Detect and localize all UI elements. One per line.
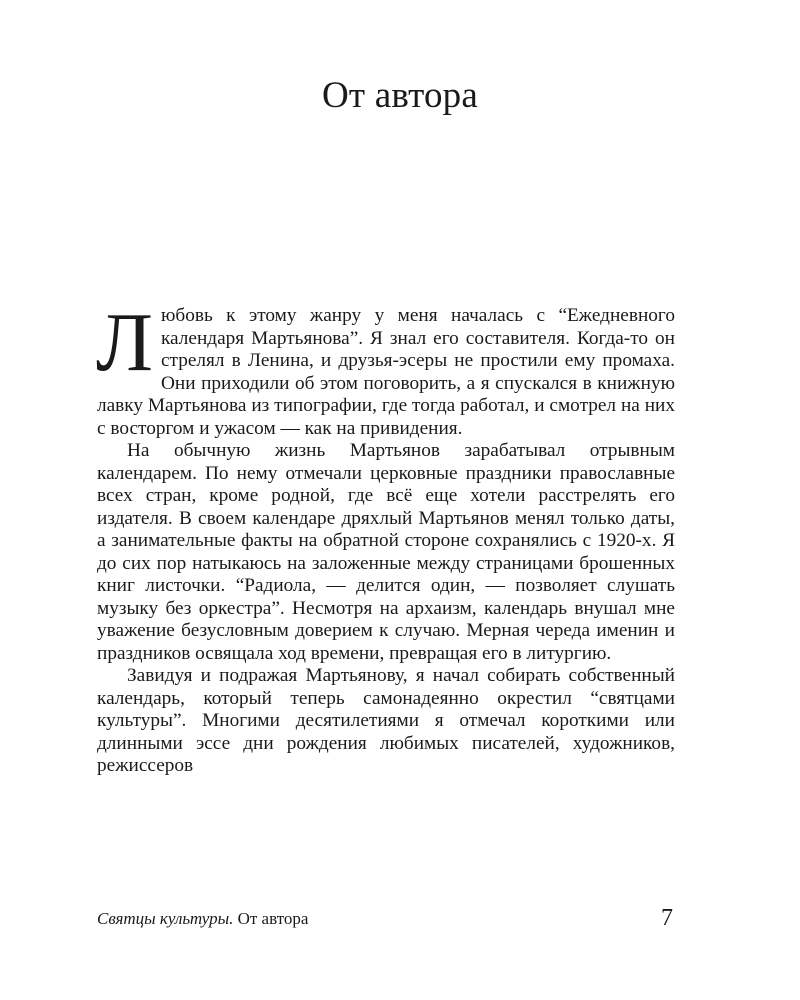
page-footer <box>97 905 675 935</box>
paragraph-2: На обычную жизнь Мартьянов зарабатывал отрывным календарем. По нему отмечали церковные праздники православные всех стран, кроме родной, где всё еще хотели расстрелять его издателя. В своем календаре дряхлый Мартьянов менял только даты, а занимательные факты на обратной стороне сохранялись с 1920-х. Я до сих пор натыкаюсь на заложенные между страницами брошенных книг листочки. “Радиола, — делится один, — позволяет слушать музыку без оркестра”. Несмотря на архаизм, календарь внушал мне уважение безусловным доверием к случаю. Мерная череда именин и праздников освящала ход времени, превращая его в литургию. <box>97 440 675 664</box>
page-number: 7 <box>661 905 673 931</box>
running-head-section: От автора <box>233 909 309 928</box>
running-head-book-title: Святцы культуры. <box>97 909 234 928</box>
paragraph-3: Завидуя и подражая Мартьянову, я начал собирать собственный календарь, который теперь самонадеянно окрестил “святцами культуры”. Многими десятилетиями я отмечал короткими или длинными эссе дни рождения любимых писателей, художников, режиссеров <box>97 665 675 776</box>
drop-cap: Л <box>96 296 153 389</box>
paragraph-1 <box>96 296 675 440</box>
paragraph-1-text: юбовь к этому жанру у меня началась с “Ежедневного календаря Мартьянова”. Я знал его составителя. Когда-то он стрелял в Ленина, и друзья-эсеры не простили ему промаха. Они приходили об этом поговорить, а я спускался в книжную лавку Мартьянова из типографии, где тогда работал, и смотрел на них с восторгом и ужасом — как на привидения. <box>97 305 675 439</box>
page-title: От автора <box>321 75 478 116</box>
running-head <box>97 909 308 929</box>
body-text <box>96 296 675 778</box>
